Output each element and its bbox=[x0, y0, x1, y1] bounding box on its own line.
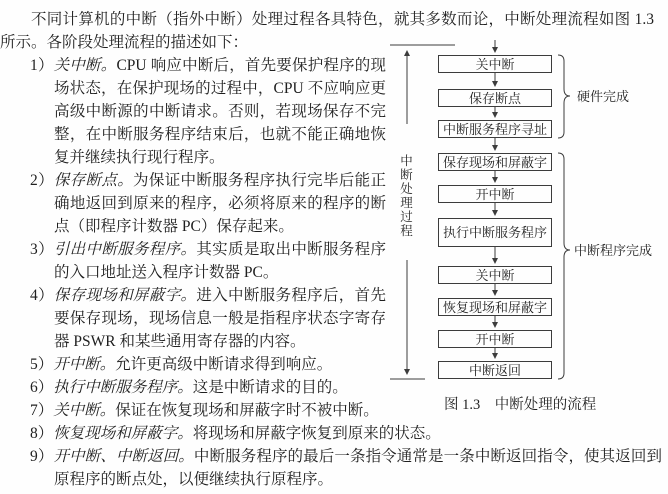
list-item-3 bbox=[0, 238, 386, 284]
item-number: 4） bbox=[30, 287, 54, 304]
item-body: 中断服务程序的最后一条指令通常是一条中断返回指令，使其返回到原程序的断点处，以便继续执行原程序。 bbox=[54, 448, 662, 488]
item-number: 9） bbox=[30, 448, 54, 465]
list-item-8 bbox=[0, 422, 662, 445]
item-number: 6） bbox=[30, 379, 54, 396]
item-lead: 保存现场和屏蔽字。 bbox=[53, 287, 197, 304]
flow-box-close-interrupt: 关中断 bbox=[438, 55, 552, 73]
item-body: 为保证中断服务程序执行完毕后能正确地返回到原来的程序，必须将原来的程序的断点（即程序计数器 PC）保存起来。 bbox=[54, 172, 386, 235]
list-item-6 bbox=[0, 376, 386, 399]
item-lead: 执行中断服务程序。 bbox=[53, 379, 193, 396]
list-item-9 bbox=[0, 445, 662, 491]
flow-box-service-addressing: 中断服务程序寻址 bbox=[438, 120, 552, 138]
item-number: 3） bbox=[30, 241, 54, 258]
item-body: 将现场和屏蔽字恢复到原来的状态。 bbox=[192, 425, 441, 442]
list-item-5 bbox=[0, 353, 386, 376]
item-lead: 恢复现场和屏蔽字。 bbox=[53, 425, 193, 442]
list-item-7 bbox=[0, 399, 386, 422]
flow-box-open-interrupt-2: 开中断 bbox=[438, 330, 552, 348]
figure-caption: 图 1.3 中断处理的流程 bbox=[444, 397, 597, 413]
item-body: 进入中断服务程序后，首先要保存现场，现场信息一般是指程序状态字寄存器 PSWR 和某些通用寄存器的内容。 bbox=[54, 287, 386, 350]
intro-paragraph: 不同计算机的中断（指外中断）处理过程各具特色，就其多数而论，中断处理流程如图 1.3 所示。各阶段处理流程的描述如下： bbox=[0, 11, 654, 51]
item-lead: 关中断。 bbox=[53, 57, 117, 74]
item-body: 允许更高级中断请求得到响应。 bbox=[115, 356, 333, 373]
flow-box-interrupt-return: 中断返回 bbox=[438, 361, 552, 379]
brace-program-label: 中断程序完成 bbox=[574, 243, 653, 258]
list-item-1 bbox=[0, 54, 386, 169]
flow-box-save-breakpoint: 保存断点 bbox=[438, 89, 552, 107]
flow-box-save-context-mask: 保存现场和屏蔽字 bbox=[438, 153, 552, 171]
item-number: 8） bbox=[30, 425, 54, 442]
item-number: 2） bbox=[30, 172, 54, 189]
item-number: 1） bbox=[30, 57, 54, 74]
item-lead: 开中断、中断返回。 bbox=[53, 448, 194, 465]
item-lead: 开中断。 bbox=[53, 356, 116, 373]
list-item-4 bbox=[0, 284, 386, 353]
flow-box-open-interrupt: 开中断 bbox=[438, 185, 552, 203]
item-number: 7） bbox=[30, 402, 54, 419]
process-extent-label: 中断处理过程 bbox=[398, 154, 413, 238]
list-item-2 bbox=[0, 169, 386, 238]
brace-hardware-label: 硬件完成 bbox=[577, 89, 630, 104]
item-body: 这是中断请求的目的。 bbox=[192, 379, 348, 396]
item-body: CPU 响应中断后，首先要保护程序的现场状态，在保护现场的过程中，CPU 不应响应更高级中断源的中断请求。否则，若现场保存不完整，在中断服务程序结束后，也就不能正确地恢复并继续执行现行程序。 bbox=[54, 57, 386, 166]
flow-box-execute-service: 执行中断服务程序 bbox=[438, 218, 552, 247]
flow-box-close-interrupt-2: 关中断 bbox=[438, 266, 552, 284]
flow-box-restore-context-mask: 恢复现场和屏蔽字 bbox=[438, 298, 552, 316]
item-number: 5） bbox=[30, 356, 54, 373]
figure-interrupt-flow bbox=[386, 38, 668, 418]
item-body: 保证在恢复现场和屏蔽字时不被中断。 bbox=[115, 402, 379, 419]
item-lead: 引出中断服务程序。 bbox=[53, 241, 197, 258]
item-lead: 保存断点。 bbox=[53, 172, 134, 189]
item-body: 其实质是取出中断服务程序的入口地址送入程序计数器 PC。 bbox=[54, 241, 386, 281]
item-lead: 关中断。 bbox=[53, 402, 116, 419]
